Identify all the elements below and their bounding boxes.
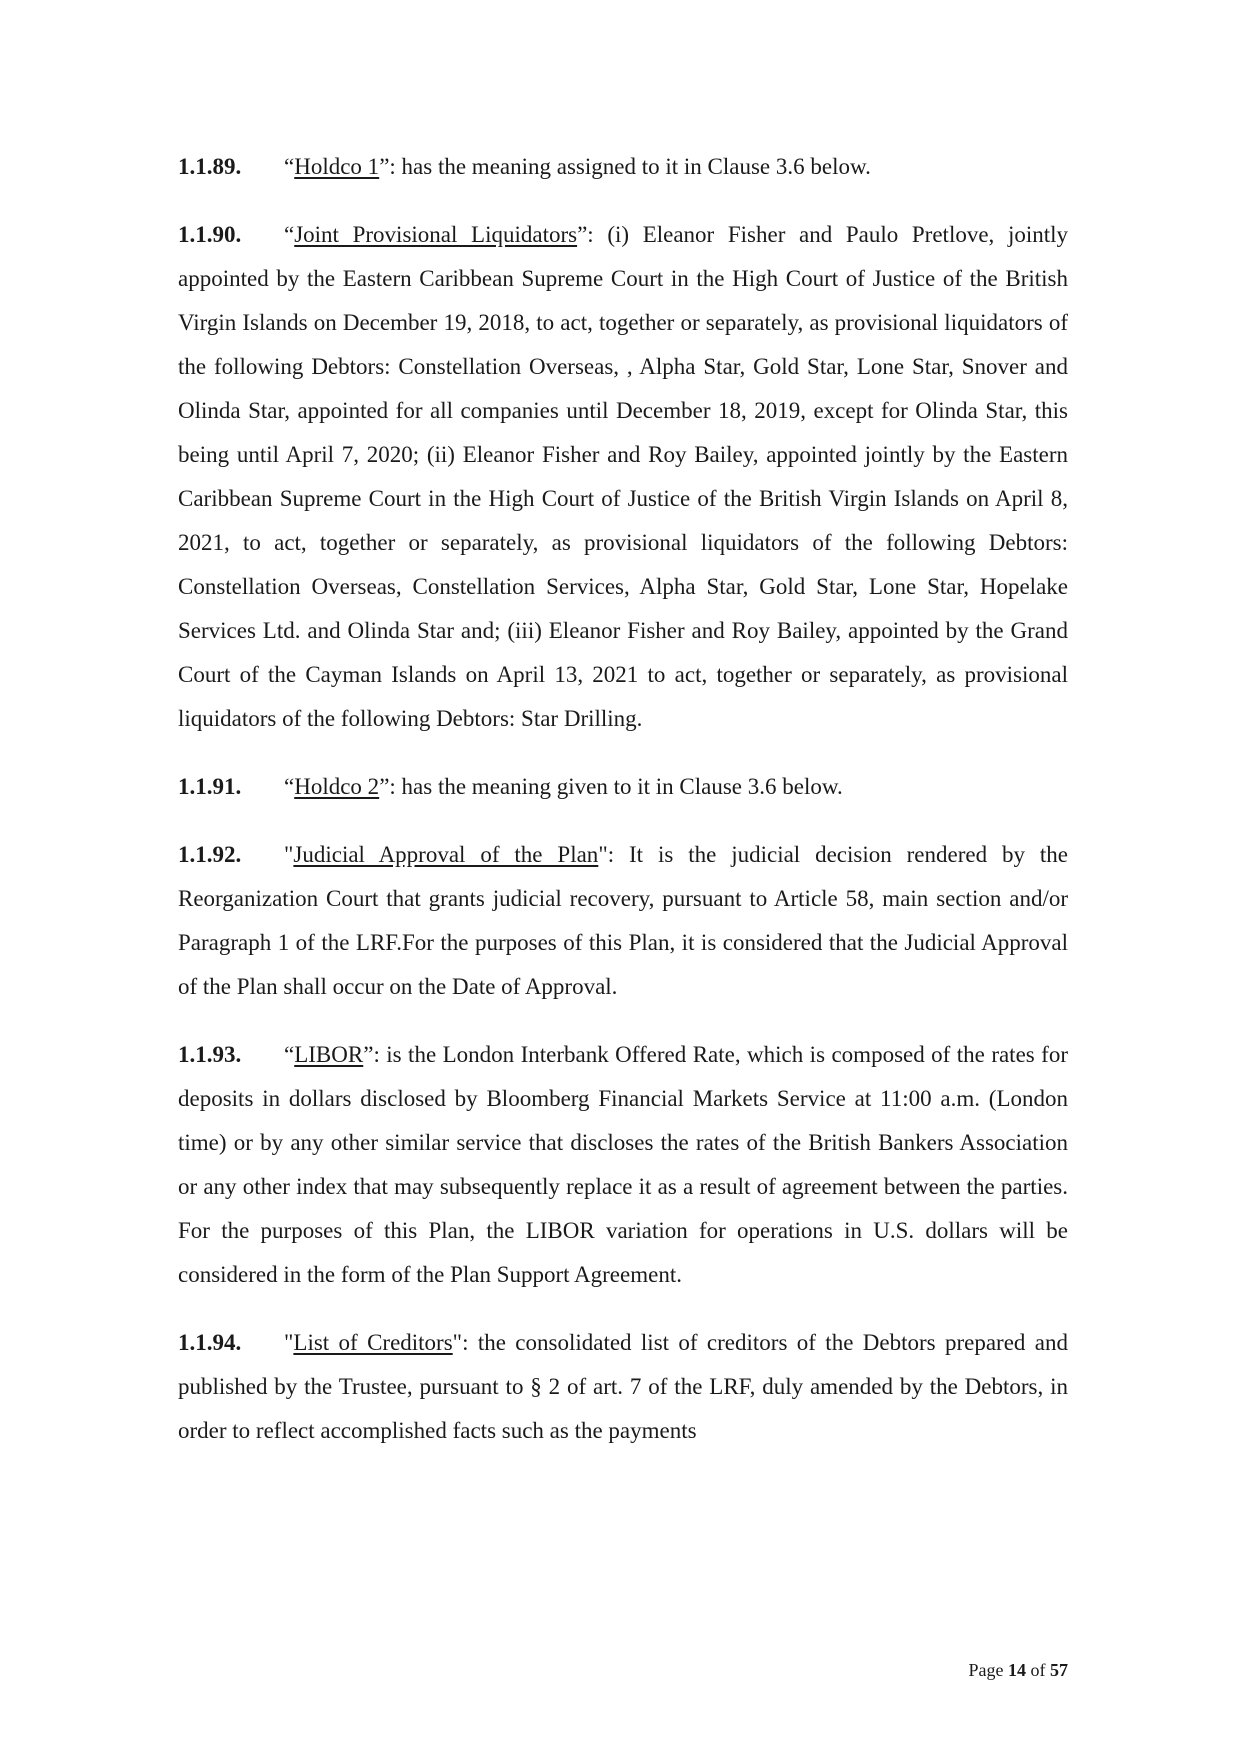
close-quote: " xyxy=(452,1330,463,1355)
clause-number: 1.1.90. xyxy=(178,222,242,247)
clause-number: 1.1.94. xyxy=(178,1330,242,1355)
page-number: 14 xyxy=(1008,1660,1026,1680)
clause-1-1-89 xyxy=(178,145,1068,189)
close-quote: ” xyxy=(379,154,390,179)
open-quote: “ xyxy=(284,774,295,799)
defined-term: LIBOR xyxy=(294,1042,364,1067)
clause-1-1-93 xyxy=(178,1033,1068,1297)
defined-term: Holdco 2 xyxy=(294,774,380,799)
page-footer xyxy=(969,1660,1069,1681)
open-quote: “ xyxy=(284,222,295,247)
definition-text: : has the meaning assigned to it in Clause 3.6 below. xyxy=(389,154,871,179)
clause-1-1-90 xyxy=(178,213,1068,741)
clause-number: 1.1.89. xyxy=(178,154,242,179)
close-quote: ” xyxy=(379,774,390,799)
page-label: Page xyxy=(968,1660,1004,1680)
clause-1-1-92 xyxy=(178,833,1068,1009)
definition-text: : has the meaning given to it in Clause 3.6 below. xyxy=(389,774,843,799)
open-quote: “ xyxy=(284,154,295,179)
open-quote: " xyxy=(284,842,294,867)
definition-text: : the consolidated list of creditors of the Debtors prepared and published by the Trustee, pursuant to § 2 of art. 7 of the LRF, duly amended by the Debtors, in order to reflect accomplished facts such as the payments xyxy=(178,1330,1068,1443)
defined-term: Holdco 1 xyxy=(294,154,380,179)
definition-text: : is the London Interbank Offered Rate, which is composed of the rates for deposits in dollars disclosed by Bloomberg Financial Markets Service at 11:00 a.m. (London time) or by any other similar service that discloses the rates of the British Bankers Association or any other index that may subsequently replace it as a result of agreement between the parties. For the purposes of this Plan, the LIBOR variation for operations in U.S. dollars will be considered in the form of the Plan Support Agreement. xyxy=(178,1042,1068,1287)
total-pages: 57 xyxy=(1050,1660,1068,1680)
close-quote: ” xyxy=(363,1042,374,1067)
clause-number: 1.1.91. xyxy=(178,774,242,799)
clause-number: 1.1.92. xyxy=(178,842,242,867)
definition-text: : (i) Eleanor Fisher and Paulo Pretlove, jointly appointed by the Eastern Caribbean Supreme Court in the High Court of Justice of the British Virgin Islands on December 19, 2018, to act, together or separately, as provisional liquidators of the following Debtors: Constellation Overseas, , Alpha Star, Gold Star, Lone Star, Snover and Olinda Star, appointed for all companies until December 18, 2019, except for Olinda Star, this being until April 7, 2020; (ii) Eleanor Fisher and Roy Bailey, appointed jointly by the Eastern Caribbean Supreme Court in the High Court of Justice of the British Virgin Islands on April 8, 2021, to act, together or separately, as provisional liquidators of the following Debtors: Constellation Overseas, Constellation Services, Alpha Star, Gold Star, Lone Star, Hopelake Services Ltd. and Olinda Star and; (iii) Eleanor Fisher and Roy Bailey, appointed by the Grand Court of the Cayman Islands on April 13, 2021 to act, together or separately, as provisional liquidators of the following Debtors: Star Drilling. xyxy=(178,222,1069,731)
definitions-list xyxy=(178,145,1068,1477)
clause-number: 1.1.93. xyxy=(178,1042,242,1067)
clause-1-1-94 xyxy=(178,1321,1068,1453)
definition-text: : It is the judicial decision rendered by the Reorganization Court that grants judicial recovery, pursuant to Article 58, main section and/or Paragraph 1 of the LRF.For the purposes of this Plan, it is considered that the Judicial Approval of the Plan shall occur on the Date of Approval. xyxy=(178,842,1068,999)
defined-term: Joint Provisional Liquidators xyxy=(294,222,578,247)
of-label: of xyxy=(1030,1660,1046,1680)
clause-1-1-91 xyxy=(178,765,1068,809)
close-quote: " xyxy=(598,842,608,867)
open-quote: " xyxy=(284,1330,294,1355)
defined-term: List of Creditors xyxy=(293,1330,453,1355)
defined-term: Judicial Approval of the Plan xyxy=(293,842,599,867)
close-quote: ” xyxy=(577,222,588,247)
open-quote: “ xyxy=(284,1042,295,1067)
